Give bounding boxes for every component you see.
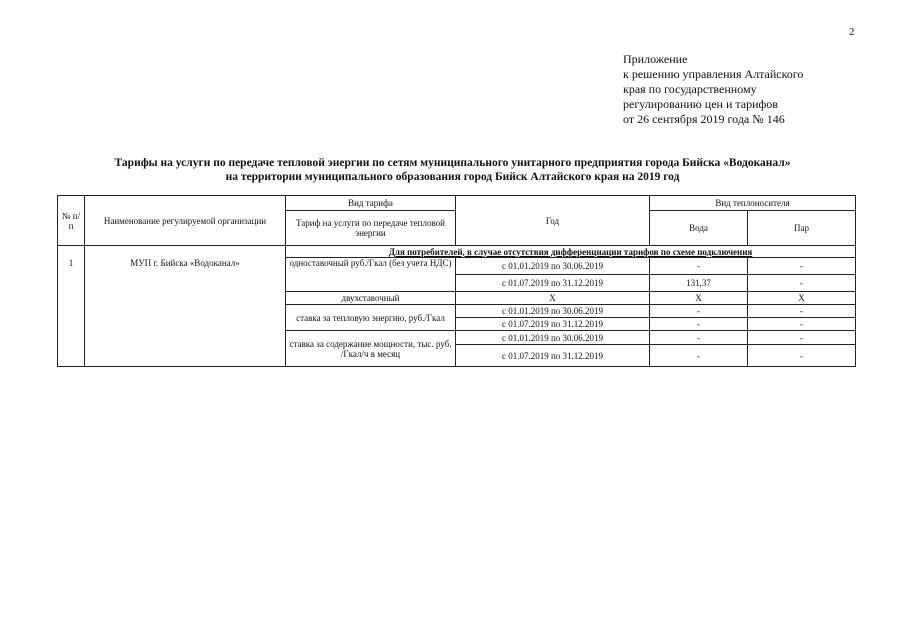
header-num: № п/п (58, 196, 85, 246)
water-value: 131,37 (650, 275, 748, 292)
title-line-1: Тарифы на услуги по передаче тепловой энергии по сетям муниципального унитарного предприятия города Бийска «Водоканал» (114, 157, 791, 169)
header-carrier: Вид теплоносителя (650, 196, 856, 211)
header-tariff-kind: Вид тарифа (286, 196, 456, 211)
period-cell: с 01.01.2019 по 30.06.2019 (456, 258, 650, 275)
period-cell: с 01.01.2019 по 30.06.2019 (456, 305, 650, 318)
page-number: 2 (849, 26, 855, 38)
water-value: - (650, 331, 748, 345)
section-label: Для потребителей, в случае отсутствия дифференциации тарифов по схеме подключения (286, 246, 856, 258)
steam-value: - (748, 258, 856, 275)
steam-value: - (748, 345, 856, 367)
document-title (40, 156, 865, 184)
tariff-name: ставка за содержание мощности, тыс. руб. /Гкал/ч в месяц (286, 331, 456, 367)
tariff-name: ставка за тепловую энергию, руб./Гкал (286, 305, 456, 331)
title-line-2: на территории муниципального образования город Бийск Алтайского края на 2019 год (225, 171, 680, 183)
header-org: Наименование регулируемой организации (85, 196, 286, 246)
appendix-line: к решению управления Алтайского (623, 67, 804, 81)
water-value: - (650, 305, 748, 318)
section-blank-org (85, 246, 286, 258)
period-cell: с 01.01.2019 по 30.06.2019 (456, 331, 650, 345)
steam-value: X (748, 292, 856, 305)
period-cell: с 01.07.2019 по 31.12.2019 (456, 318, 650, 331)
header-water: Вода (650, 211, 748, 246)
org-number: 1 (58, 258, 85, 367)
appendix-line: от 26 сентября 2019 года № 146 (623, 112, 785, 126)
tariff-name: одноставочный руб./Гкал (без учета НДС) (286, 258, 456, 292)
header-row (58, 196, 856, 211)
period-cell: с 01.07.2019 по 31.12.2019 (456, 345, 650, 367)
water-value: X (650, 292, 748, 305)
appendix-note (623, 52, 803, 127)
steam-value: - (748, 331, 856, 345)
water-value: - (650, 318, 748, 331)
period-cell: X (456, 292, 650, 305)
section-blank-num (58, 246, 85, 258)
header-tariff-sub: Тариф на услуги по передаче тепловой энергии (286, 211, 456, 246)
period-cell: с 01.07.2019 по 31.12.2019 (456, 275, 650, 292)
tariff-name: двухставочный (286, 292, 456, 305)
table-row (58, 258, 856, 275)
appendix-line: края по государственному (623, 82, 757, 96)
section-row (58, 246, 856, 258)
header-year: Год (456, 196, 650, 246)
steam-value: - (748, 305, 856, 318)
appendix-line: Приложение (623, 52, 688, 66)
tariff-table (57, 195, 856, 367)
steam-value: - (748, 275, 856, 292)
header-steam: Пар (748, 211, 856, 246)
org-name: МУП г. Бийска «Водоканал» (85, 258, 286, 367)
appendix-line: регулированию цен и тарифов (623, 97, 778, 111)
water-value: - (650, 345, 748, 367)
water-value: - (650, 258, 748, 275)
steam-value: - (748, 318, 856, 331)
